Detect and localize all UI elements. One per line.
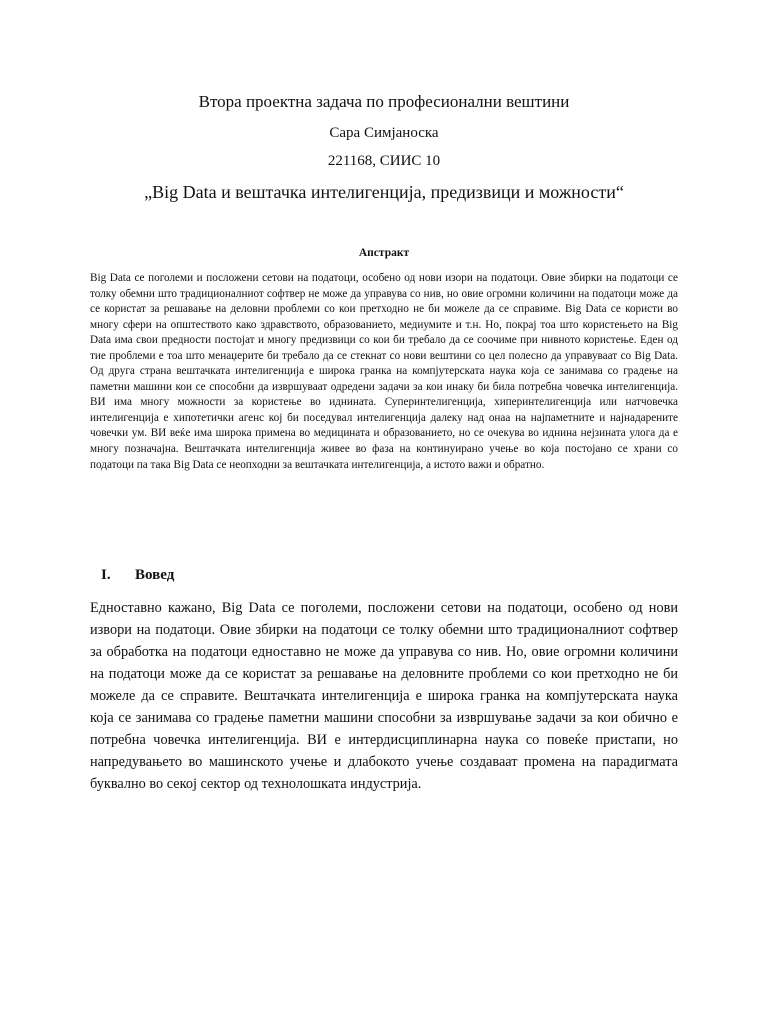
section-title: Вовед [135,567,175,583]
author-name: Сара Симјаноска [329,125,439,141]
section-heading [101,567,174,584]
document-title: Втора проектна задача по професионални вештини [198,92,570,111]
abstract-text: Big Data се поголеми и посложени сетови на податоци, особено од нови изори на податоци. Овие збирки на податоци се толку обемни што традиционалниот софтвер не може да управува со нив, но овие огромни количини на податоци може да се користат за решавање на деловни проблеми со кои претходно не би можеле да се справиме. Big Data се користи во многу сфери на општеството како здравството, образованието, медиумите и т.н. Но, покрај тоа што користењето на Big Data има свои предности постојат и многу предизвици со кои би требало да се соочиме при нивното користење. Еден од тие проблеми е тоа што менаџерите би требало да се стекнат со нови вештини со цел полесно да управуваат со Big Data. Од друга страна вештачката интелигенција е широка гранка на компјутерската наука која се занимава со градење на паметни машини кои се способни да извршуваат одредени задачи за кои инаку би била потребна човечка интелигенција. ВИ има многу можности за користење во иднината. Суперинтелигенција, хиперинтелигенција или натчовечка интелигенција е хипотетички агенс кој би поседувал интелигенција далеку над онаа на најпаметните и најнадарените човечки ум. ВИ веќе има широка примена во медицината и образованието, но се очекува во иднина нејзината улога да е многу позначајна. Вештачката интелигенција живее во фаза на континуирано учење во која постојано се храни со податоци па така Big Data се неопходни за вештачката интелигенција, а истото важи и обратно. [90,272,678,471]
abstract-heading: Апстракт [358,247,410,259]
student-info: 221168, СИИС 10 [327,153,441,169]
document-subtitle: „Big Data и вештачка интелигенција, предизвици и можности“ [144,182,624,202]
section-number: I. [101,567,111,583]
section-text: Едноставно кажано, Big Data се поголеми, посложени сетови на податоци, особено од нови извори на податоци. Овие збирки на податоци се толку обемни што традиционалниот софтвер за обработка на податоци едноставно не може да управува со нив. Но, овие огромни количини на податоци може да се користат за решавање на деловните проблеми со кои претходно не би можеле да се справите. Вештачката интелигенција е широка гранка на компјутерската наука која се занимава со градење паметни машини способни за извршување задачи за кои обично е потребна човечка интелигенција. ВИ е интердисциплинарна наука со повеќе пристапи, но напредувањето во машинското учење и длабокото учење создаваат промена на парадигмата буквално во секој сектор од технолошката индустрија. [90,600,678,792]
